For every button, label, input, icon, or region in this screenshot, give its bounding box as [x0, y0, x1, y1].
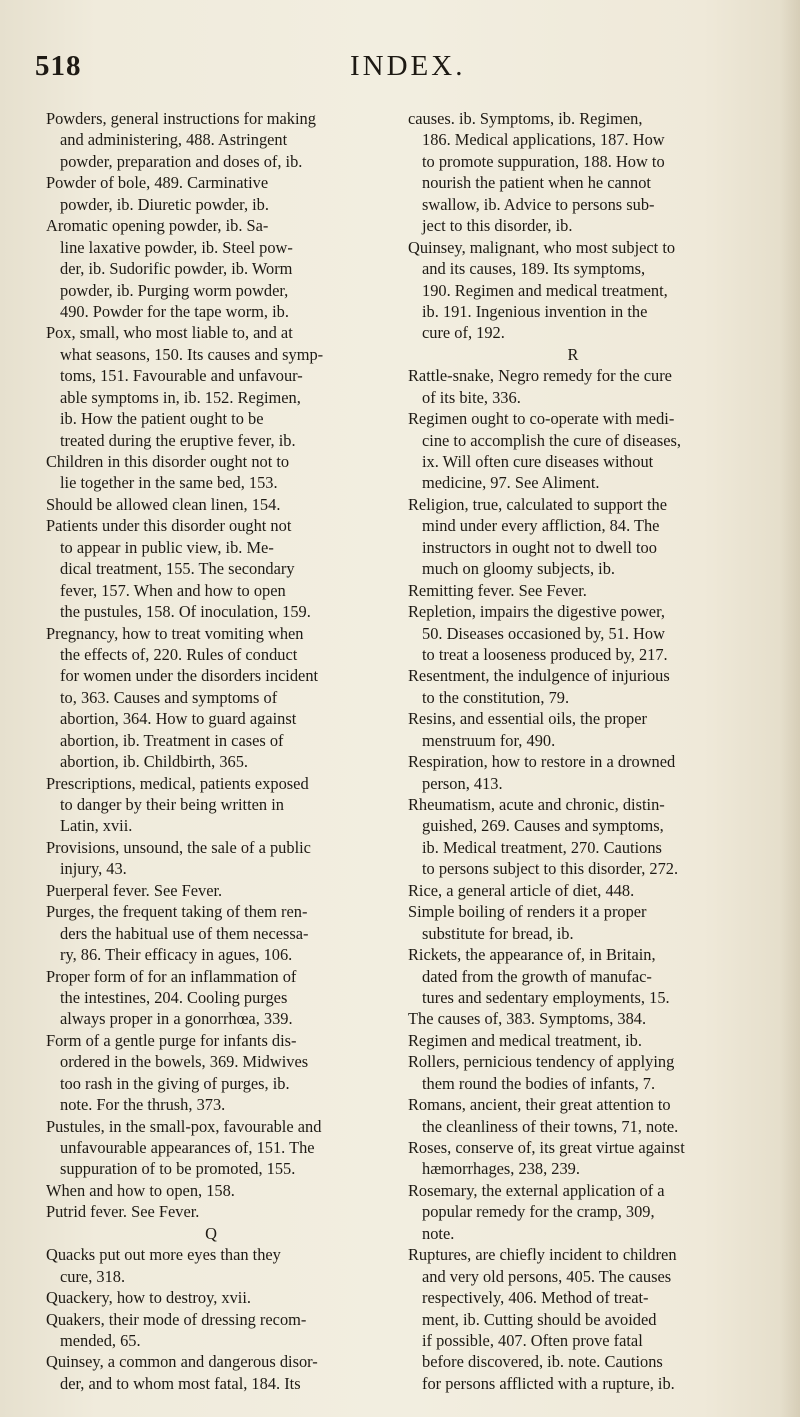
index-line: popular remedy for the cramp, 309, [422, 1202, 655, 1222]
index-line: Provisions, unsound, the sale of a public [46, 837, 311, 857]
index-line: Ruptures, are chiefly incident to children [408, 1245, 677, 1265]
index-line: too rash in the giving of purges, ib. [60, 1073, 290, 1093]
index-line: Rickets, the appearance of, in Britain, [408, 945, 656, 965]
index-line: Proper form of for an inflammation of [46, 966, 297, 986]
index-line: dated from the growth of manufac- [422, 966, 652, 986]
index-line: Quinsey, a common and dangerous disor- [46, 1352, 318, 1372]
index-line: note. For the thrush, 373. [60, 1095, 226, 1115]
index-line: unfavourable appearances of, 151. The [60, 1138, 315, 1157]
index-line: abortion, ib. Treatment in cases of [60, 730, 284, 750]
index-line: ders the habitual use of them necessa- [60, 923, 309, 943]
index-line: Religion, true, calculated to support the [408, 494, 667, 514]
index-line: to the constitution, 79. [422, 687, 570, 707]
index-line: Aromatic opening powder, ib. Sa- [46, 216, 269, 236]
index-line: Patients under this disorder ought not [46, 516, 292, 536]
index-line: Rattle-snake, Negro remedy for the cure [408, 366, 672, 386]
index-line: mind under every affliction, 84. The [422, 516, 660, 536]
index-line: 50. Diseases occasioned by, 51. How [422, 623, 665, 643]
index-line: injury, 43. [60, 859, 127, 879]
index-line: Latin, xvii. [60, 816, 133, 836]
index-line: Quinsey, malignant, who most subject to [408, 237, 676, 257]
index-column-left [46, 108, 401, 1394]
index-line: what seasons, 150. Its causes and symp- [60, 344, 324, 364]
index-line: person, 413. [422, 773, 503, 793]
index-line: and its causes, 189. Its symptoms, [422, 259, 646, 279]
index-line: Rice, a general article of diet, 448. [408, 880, 635, 900]
index-line: menstruum for, 490. [422, 730, 556, 750]
index-line: cine to accomplish the cure of diseases, [422, 430, 681, 450]
index-line: and administering, 488. Astringent [60, 130, 288, 150]
index-line: Resins, and essential oils, the proper [408, 709, 647, 729]
index-line: ix. Will often cure diseases without [422, 452, 654, 471]
index-line: Pox, small, who most liable to, and at [46, 323, 293, 343]
index-line: Pustules, in the small-pox, favourable and [46, 1116, 322, 1136]
page-number: 518 [35, 50, 82, 82]
index-line: ib. 191. Ingenious invention in the [422, 301, 648, 321]
index-line: 190. Regimen and medical treatment, [422, 280, 668, 300]
index-line: swallow, ib. Advice to persons sub- [422, 194, 655, 214]
index-line: Purges, the frequent taking of them ren- [46, 902, 308, 922]
index-line: ib. Medical treatment, 270. Cautions [422, 837, 662, 857]
index-line: ry, 86. Their efficacy in agues, 106. [60, 945, 293, 965]
index-line: Form of a gentle purge for infants dis- [46, 1030, 297, 1050]
index-line: hæmorrhages, 238, 239. [422, 1159, 580, 1179]
section-letter: R [567, 344, 579, 364]
index-line: note. [422, 1223, 455, 1243]
index-line: Rheumatism, acute and chronic, distin- [408, 795, 665, 814]
index-line: lie together in the same bed, 153. [60, 473, 278, 493]
index-line: der, and to whom most fatal, 184. Its [60, 1373, 301, 1393]
index-line: before discovered, ib. note. Cautions [422, 1352, 663, 1372]
index-line: mended, 65. [60, 1330, 141, 1350]
index-line: to appear in public view, ib. Me- [60, 537, 274, 557]
index-line: powder, ib. Diuretic powder, ib. [60, 194, 269, 214]
index-column-right [408, 108, 763, 1394]
index-line: powder, ib. Purging worm powder, [60, 280, 289, 300]
index-line: Prescriptions, medical, patients exposed [46, 773, 309, 793]
index-line: always proper in a gonorrhœa, 339. [60, 1009, 293, 1029]
index-line: Roses, conserve of, its great virtue against [408, 1138, 685, 1157]
index-line: instructors in ought not to dwell too [422, 537, 657, 557]
index-line: Quakers, their mode of dressing recom- [46, 1309, 307, 1329]
index-line: Romans, ancient, their great attention to [408, 1095, 671, 1115]
index-line: to, 363. Causes and symptoms of [60, 687, 278, 707]
index-line: nourish the patient when he cannot [422, 173, 651, 193]
index-line: much on gloomy subjects, ib. [422, 559, 616, 579]
index-line: able symptoms in, ib. 152. Regimen, [60, 387, 301, 407]
index-line: Powders, general instructions for making [46, 109, 316, 128]
index-line: abortion, ib. Childbirth, 365. [60, 752, 249, 772]
index-line: cure, 318. [60, 1266, 126, 1286]
index-line: them round the bodies of infants, 7. [422, 1073, 656, 1093]
index-line: to danger by their being written in [60, 795, 284, 814]
index-line: substitute for bread, ib. [422, 923, 574, 943]
index-line: for persons afflicted with a rupture, ib. [422, 1373, 675, 1393]
index-line: Regimen ought to co-operate with medi- [408, 409, 675, 429]
index-line: ordered in the bowels, 369. Midwives [60, 1052, 309, 1072]
index-line: the effects of, 220. Rules of conduct [60, 644, 298, 664]
index-line: Remitting fever. See Fever. [408, 580, 587, 600]
index-line: The causes of, 383. Symptoms, 384. [408, 1009, 647, 1029]
page-edge-shadow [780, 0, 800, 1417]
index-line: Powder of bole, 489. Carminative [46, 173, 269, 193]
index-line: 186. Medical applications, 187. How [422, 130, 665, 150]
index-line: ib. How the patient ought to be [60, 409, 264, 429]
index-line: der, ib. Sudorific powder, ib. Worm [60, 259, 293, 279]
index-line: ment, ib. Cutting should be avoided [422, 1309, 657, 1329]
index-line: When and how to open, 158. [46, 1180, 235, 1200]
index-line: suppuration of to be promoted, 155. [60, 1159, 296, 1179]
index-line: Repletion, impairs the digestive power, [408, 602, 665, 622]
index-line: medicine, 97. See Aliment. [422, 473, 600, 493]
index-line: treated during the eruptive fever, ib. [60, 430, 296, 450]
index-line: line laxative powder, ib. Steel pow- [60, 237, 293, 257]
index-line: the pustules, 158. Of inoculation, 159. [60, 602, 311, 622]
index-line: Should be allowed clean linen, 154. [46, 494, 281, 514]
index-line: dical treatment, 155. The secondary [60, 559, 295, 579]
index-line: the intestines, 204. Cooling purges [60, 987, 288, 1007]
index-line: Putrid fever. See Fever. [46, 1202, 200, 1222]
index-line: Puerperal fever. See Fever. [46, 880, 223, 900]
index-line: Quackery, how to destroy, xvii. [46, 1288, 251, 1308]
index-line: 490. Powder for the tape worm, ib. [60, 301, 289, 321]
index-line: the cleanliness of their towns, 71, note. [422, 1116, 679, 1136]
index-line: Pregnancy, how to treat vomiting when [46, 623, 304, 643]
index-line: causes. ib. Symptoms, ib. Regimen, [408, 109, 643, 128]
index-line: Simple boiling of renders it a proper [408, 902, 647, 922]
index-line: ject to this disorder, ib. [422, 216, 573, 236]
index-line: powder, preparation and doses of, ib. [60, 151, 303, 171]
index-line: Rollers, pernicious tendency of applying [408, 1052, 675, 1072]
index-line: respectively, 406. Method of treat- [422, 1288, 649, 1308]
section-letter: Q [205, 1223, 217, 1243]
index-line: tures and sedentary employments, 15. [422, 987, 670, 1007]
index-line: guished, 269. Causes and symptoms, [422, 816, 664, 836]
index-line: to treat a looseness produced by, 217. [422, 644, 668, 664]
index-line: Children in this disorder ought not to [46, 452, 290, 471]
index-line: abortion, 364. How to guard against [60, 709, 297, 729]
index-line: fever, 157. When and how to open [60, 580, 286, 600]
index-line: cure of, 192. [422, 323, 505, 343]
index-line: Rosemary, the external application of a [408, 1180, 665, 1200]
index-line: of its bite, 336. [422, 387, 521, 407]
index-line: and very old persons, 405. The causes [422, 1266, 672, 1286]
index-line: to persons subject to this disorder, 272. [422, 859, 679, 879]
index-line: Respiration, how to restore in a drowned [408, 752, 676, 772]
index-line: Quacks put out more eyes than they [46, 1245, 281, 1265]
page-header [35, 50, 770, 98]
index-line: Resentment, the indulgence of injurious [408, 666, 670, 686]
index-line: if possible, 407. Often prove fatal [422, 1330, 643, 1350]
index-line: to promote suppuration, 188. How to [422, 151, 665, 171]
index-line: toms, 151. Favourable and unfavour- [60, 366, 303, 386]
index-line: for women under the disorders incident [60, 666, 319, 686]
running-title: INDEX. [350, 50, 466, 82]
index-line: Regimen and medical treatment, ib. [408, 1030, 642, 1050]
